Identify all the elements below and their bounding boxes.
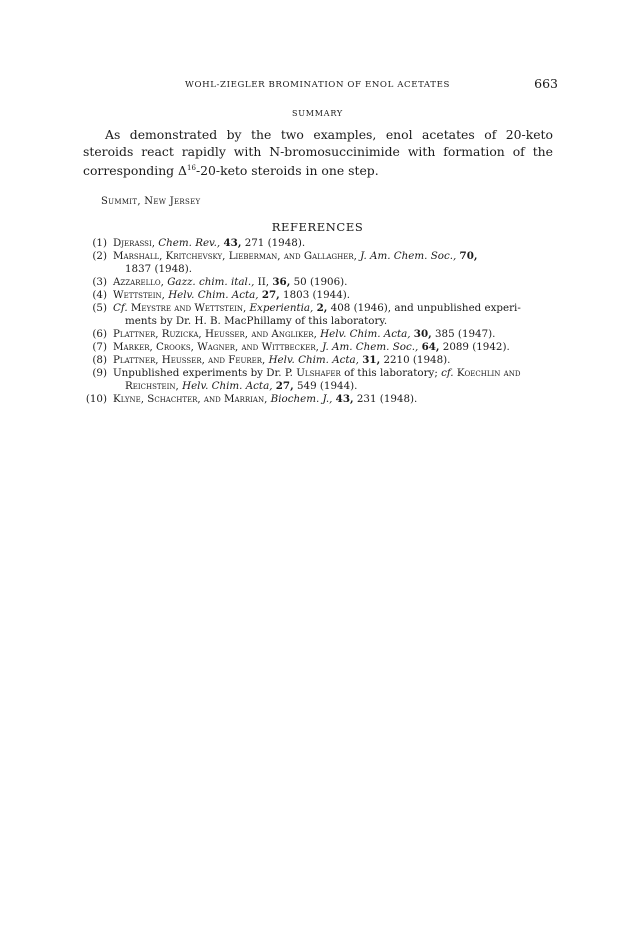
reference-number: (4)	[92, 289, 107, 301]
reference-journal: Helv. Chim. Acta,	[168, 289, 259, 301]
reference-mid: of this laboratory;	[344, 367, 438, 379]
reference-item	[83, 354, 563, 367]
reference-authors: Klyne, Schachter, and Marrian,	[113, 393, 268, 405]
reference-volume: 27,	[261, 289, 280, 301]
summary-paragraph	[83, 126, 553, 179]
reference-list	[83, 237, 563, 406]
reference-pages: 408 (1946), and unpublished experi-	[330, 302, 521, 314]
reference-cont-authors: Reichstein,	[125, 380, 179, 392]
reference-number: (2)	[92, 250, 107, 262]
reference-pages: 50 (1906).	[293, 276, 348, 288]
running-head: WOHL-ZIEGLER BROMINATION OF ENOL ACETATES	[185, 80, 450, 90]
reference-journal: Biochem. J.,	[270, 393, 333, 405]
reference-series: II,	[257, 276, 270, 288]
reference-authors: Djerassi,	[113, 237, 156, 249]
reference-item	[83, 341, 563, 354]
reference-number: (7)	[92, 341, 107, 353]
summary-text-a: As demonstrated by the two examples, enol acetates of 20-keto steroids react rapidly with N-bromosuccinimide with formation of the corresponding Δ	[83, 127, 553, 179]
delta-superscript: 16	[187, 164, 196, 172]
reference-cf: Cf.	[113, 302, 128, 314]
reference-item	[83, 276, 563, 289]
reference-authors-second: Koechlin and	[456, 367, 521, 379]
reference-authors: Meystre and Wettstein,	[130, 302, 247, 314]
reference-pages: 2210 (1948).	[383, 354, 451, 366]
reference-number: (1)	[92, 237, 107, 249]
reference-number: (3)	[92, 276, 107, 288]
reference-item	[83, 237, 563, 250]
reference-pages: 385 (1947).	[435, 328, 496, 340]
reference-volume: 31,	[362, 354, 381, 366]
affiliation: Summit, New Jersey	[101, 196, 201, 207]
reference-volume: 43,	[223, 237, 242, 249]
reference-volume: 30,	[413, 328, 432, 340]
reference-pages: 231 (1948).	[356, 393, 418, 405]
reference-volume: 36,	[272, 276, 291, 288]
reference-item	[83, 250, 563, 276]
reference-volume: 2,	[316, 302, 328, 314]
reference-journal: Helv. Chim. Acta,	[268, 354, 359, 366]
reference-cont-pages: 549 (1944).	[296, 380, 358, 392]
reference-volume: 70,	[459, 250, 478, 262]
reference-authors: Wettstein,	[113, 289, 165, 301]
reference-journal: Helv. Chim. Acta,	[320, 328, 411, 340]
reference-number: (10)	[85, 393, 107, 405]
reference-item	[83, 289, 563, 302]
reference-continuation: 1837 (1948).	[125, 263, 192, 275]
reference-pages: 1803 (1944).	[283, 289, 351, 301]
reference-continuation: ments by Dr. H. B. MacPhillamy of this laboratory.	[125, 315, 388, 327]
reference-volume: 43,	[335, 393, 354, 405]
reference-item	[83, 328, 563, 341]
reference-pages: 2089 (1942).	[442, 341, 510, 353]
reference-cont-volume: 27,	[275, 380, 294, 392]
summary-text-b: -20-keto steroids in one step.	[195, 163, 379, 179]
reference-number: (5)	[92, 302, 107, 314]
reference-number: (8)	[92, 354, 107, 366]
reference-authors: Plattner, Heusser, and Feurer,	[113, 354, 266, 366]
reference-volume: 64,	[421, 341, 440, 353]
reference-authors: Plattner, Ruzicka, Heusser, and Angliker,	[113, 328, 317, 340]
reference-item	[83, 393, 563, 406]
summary-heading: SUMMARY	[291, 109, 344, 118]
reference-item	[83, 302, 563, 328]
reference-item	[83, 367, 563, 393]
reference-authors: Azzarello,	[113, 276, 164, 288]
reference-number: (9)	[92, 367, 107, 379]
reference-journal: Chem. Rev.,	[158, 237, 221, 249]
reference-journal: J. Am. Chem. Soc.,	[322, 341, 419, 353]
reference-authors: Marker, Crooks, Wagner, and Wittbecker,	[113, 341, 319, 353]
reference-journal: Experientia,	[249, 302, 314, 314]
reference-cont-journal: Helv. Chim. Acta,	[182, 380, 273, 392]
reference-pages: 271 (1948).	[244, 237, 306, 249]
reference-lead: Unpublished experiments by Dr. P.	[113, 367, 293, 379]
reference-authors: Marshall, Kritchevsky, Lieberman, and Gallagher,	[113, 250, 357, 262]
reference-authors: Ulshafer	[296, 367, 341, 379]
reference-number: (6)	[92, 328, 107, 340]
page-number: 663	[534, 76, 558, 91]
reference-journal: Gazz. chim. ital.,	[167, 276, 255, 288]
reference-continuation	[113, 380, 563, 393]
references-heading: REFERENCES	[271, 220, 364, 234]
reference-cf: cf.	[441, 367, 454, 379]
reference-journal: J. Am. Chem. Soc.,	[360, 250, 457, 262]
